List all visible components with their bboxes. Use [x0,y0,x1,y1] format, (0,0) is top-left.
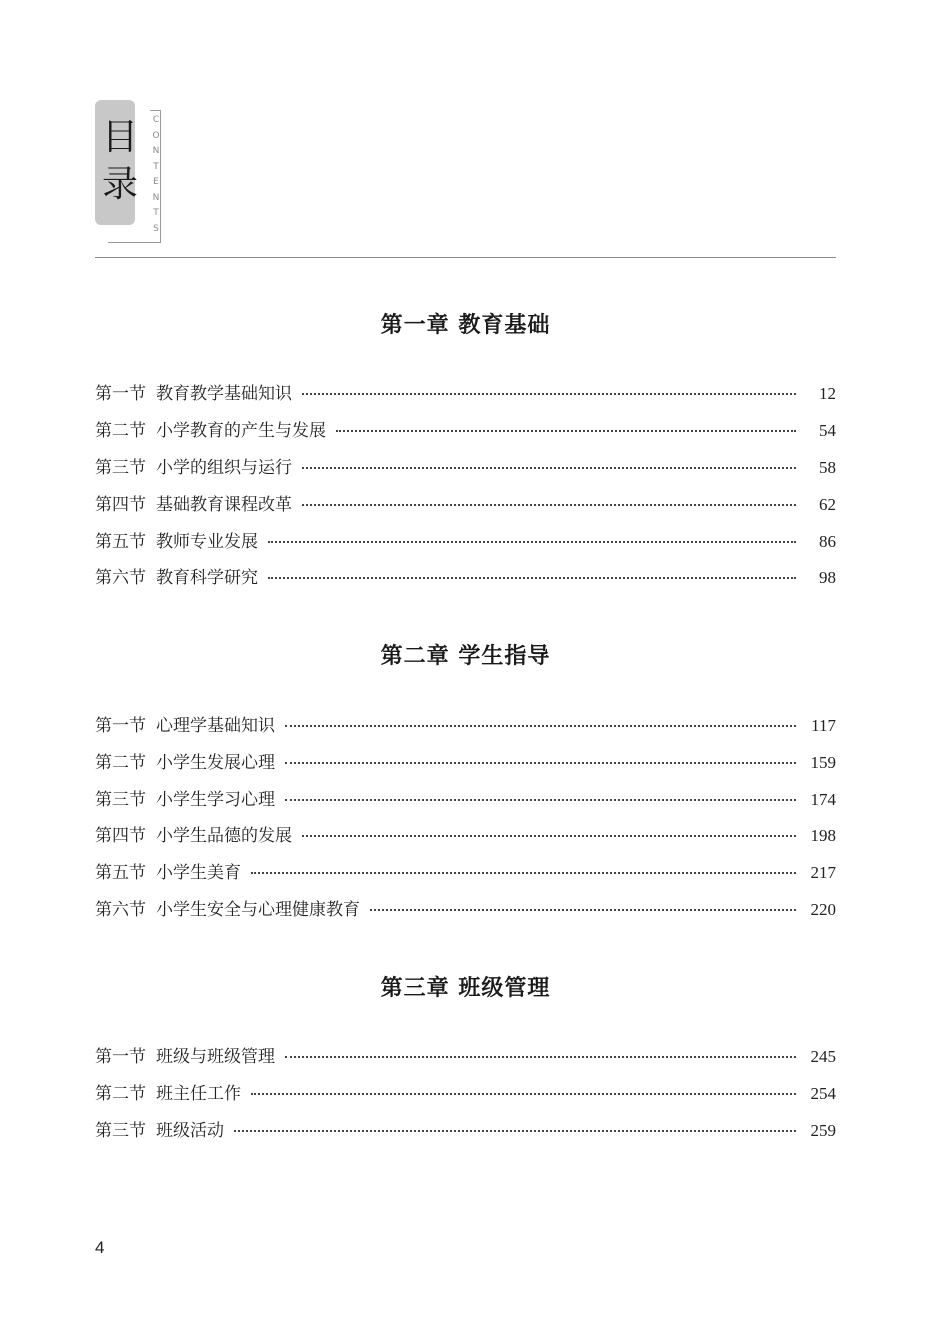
page-ref: 245 [810,1047,836,1066]
contents-letter: O [152,130,160,141]
toc-entry[interactable] [95,895,836,919]
dot-leader [234,1129,796,1132]
contents-letter: T [153,161,159,172]
section-name: 班级与班级管理 [156,1047,275,1067]
chapter-title: 第二章 学生指导 [380,644,551,669]
dot-leader [268,540,796,543]
chapter-title: 第一章 教育基础 [380,313,551,338]
section-name: 教育教学基础知识 [156,384,292,404]
page-ref: 198 [810,826,836,845]
section-name: 小学生学习心理 [156,790,275,810]
page-ref: 98 [819,568,836,587]
section-label: 第二节 [95,421,146,441]
toc-entry[interactable] [95,858,836,882]
page-number: 4 [95,1238,105,1257]
section-label: 第五节 [95,863,146,883]
toc-entry[interactable] [95,490,836,514]
toc-entry[interactable] [95,527,836,551]
section-label: 第一节 [95,716,146,736]
section-name: 基础教育课程改革 [156,495,292,515]
toc-entry[interactable] [95,1079,836,1103]
dot-leader [285,761,796,764]
section-label: 第一节 [95,384,146,404]
toc-entry[interactable] [95,711,836,735]
dot-leader [336,429,796,432]
toc-entry[interactable] [95,379,836,403]
title-char-mu: 目 [101,117,138,158]
dot-leader [302,392,796,395]
section-name: 心理学基础知识 [156,716,275,736]
section-label: 第四节 [95,826,146,846]
toc-entry[interactable] [95,563,836,587]
section-name: 教师专业发展 [156,532,258,552]
page-ref: 117 [811,716,836,735]
section-name: 小学教育的产生与发展 [156,421,326,441]
page-ref: 174 [810,790,836,809]
section-label: 第四节 [95,495,146,515]
dot-leader [251,1092,796,1095]
dot-leader [302,503,796,506]
dot-leader [285,798,796,801]
toc-entry[interactable] [95,821,836,845]
section-name: 小学生品德的发展 [156,826,292,846]
page-ref: 86 [819,532,836,551]
contents-letter: E [153,177,159,187]
page-ref: 254 [810,1084,836,1103]
contents-letter: C [152,115,160,125]
section-name: 班主任工作 [156,1084,241,1104]
page-ref: 259 [810,1121,836,1140]
dot-leader [302,466,796,469]
section-name: 小学生美育 [156,863,241,883]
chapter-title: 第三章 班级管理 [380,976,551,1001]
section-label: 第三节 [95,790,146,810]
page-ref: 220 [810,900,836,919]
section-name: 教育科学研究 [156,568,258,588]
toc-entry[interactable] [95,748,836,772]
page-ref: 159 [810,753,836,772]
section-label: 第六节 [95,900,146,920]
page-ref: 62 [819,495,836,514]
section-name: 班级活动 [156,1121,224,1141]
contents-letter: N [152,146,160,156]
section-name: 小学的组织与运行 [156,458,292,478]
dot-leader [370,908,796,911]
contents-letter: S [153,223,159,234]
section-name: 小学生安全与心理健康教育 [156,900,360,920]
dot-leader [285,724,796,727]
header-divider [95,257,836,258]
section-label: 第六节 [95,568,146,588]
section-name: 小学生发展心理 [156,753,275,773]
toc-entry[interactable] [95,453,836,477]
section-label: 第五节 [95,532,146,552]
section-label: 第二节 [95,1084,146,1104]
page-ref: 217 [810,863,836,882]
page-ref: 54 [819,421,836,440]
page-ref: 58 [819,458,836,477]
toc-entry[interactable] [95,416,836,440]
contents-letter: N [152,192,160,203]
toc-entry[interactable] [95,785,836,809]
dot-leader [302,834,796,837]
contents-letter: T [153,208,159,218]
contents-vertical-label [150,113,162,237]
toc-entry[interactable] [95,1042,836,1066]
section-label: 第三节 [95,1121,146,1141]
dot-leader [285,1055,796,1058]
page-ref: 12 [819,384,836,403]
toc-entry[interactable] [95,1116,836,1140]
section-label: 第三节 [95,458,146,478]
section-label: 第一节 [95,1047,146,1067]
dot-leader [268,576,796,579]
title-char-lu: 录 [101,164,138,205]
dot-leader [251,871,796,874]
section-label: 第二节 [95,753,146,773]
